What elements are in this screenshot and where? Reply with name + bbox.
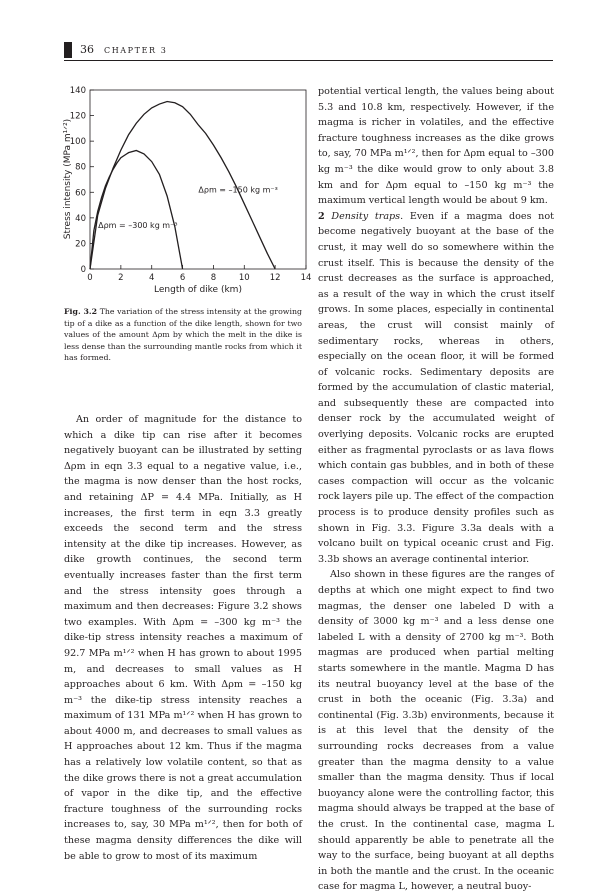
y-tick-label: 100 (69, 137, 86, 148)
y-tick-label: 120 (69, 111, 86, 122)
label-150: Δρm = –150 kg m⁻³ (198, 185, 278, 195)
plot-frame (90, 90, 306, 269)
x-axis-label: Length of dike (km) (154, 285, 242, 295)
page-number: 36 (80, 43, 94, 56)
x-tick-label: 14 (300, 273, 312, 283)
figure-caption (64, 306, 302, 364)
y-tick-label: 40 (75, 213, 86, 224)
y-tick-label: 0 (80, 265, 86, 275)
x-tick-label: 8 (210, 273, 217, 283)
x-tick-label: 6 (179, 273, 186, 283)
left-column (64, 412, 302, 864)
y-tick-label: 80 (75, 162, 86, 173)
curve-300 (90, 150, 183, 269)
x-tick-label: 12 (269, 273, 281, 283)
header-rule (64, 60, 553, 61)
x-tick-label: 0 (87, 273, 93, 283)
stress-intensity-chart (55, 78, 315, 303)
y-axis-label: Stress intensity (MPa m¹ᐟ²) (63, 118, 73, 240)
right-paragraph-2 (318, 209, 554, 568)
y-tick-label: 60 (75, 188, 86, 199)
list-number: 2 (318, 210, 325, 222)
y-tick-label: 20 (75, 239, 86, 250)
y-tick-label: 140 (69, 86, 86, 96)
right-paragraph-1: potential vertical length, the values being about 5.3 and 10.8 km, respectively. However, if the magma is richer in volatiles, and the effective fracture toughness increases as the dike grows to, say, 70 MPa m¹ᐟ², then for Δρm equal to –300 kg m⁻³ the dike would grow to only about 3.8 km and for Δρm equal to –150 kg m⁻³ the maximum vertical length would be about 9 km. (318, 86, 554, 207)
caption-text: The variation of the stress intensity at the growing tip of a dike as a function of the dike length, shown for two values of the amount Δρm by which the melt in the dike is less dense than the surrounding mantle rocks from which it has formed. (64, 307, 302, 363)
chapter-title: CHAPTER 3 (104, 46, 168, 55)
x-tick-label: 10 (238, 273, 250, 283)
paragraph-body: Even if a magma does not become negatively buoyant at the base of the crust, it may well do so somewhere within the crust itself. This is because the density of the crust decreases as the surface is approached, as a result of the way in which the crust itself grows. In some places, especially in continental areas, the crust will consist mainly of sedimentary rocks, whereas in others, especially on the ocean floor, it will be formed of volcanic rocks. Sedimentary deposits are formed by the accumulation of clastic material, and subsequently these are compacted into denser rock by the accumulated weight of overlying deposits. Volcanic rocks are erupted either as fragmental pyroclasts or as lava flows which contain gas bubbles, and in both of these cases compaction will occur as the volcanic rock layers pile up. The effect of the compaction process is to produce density profiles such as shown in Fig. 3.3. Figure 3.3a deals with a volcano built on typical oceanic crust and Fig. 3.3b shows an average continental interior. (318, 210, 554, 565)
paragraph-title: Density traps. (331, 210, 404, 222)
header-marker (64, 42, 72, 58)
right-paragraph-3: Also shown in these figures are the ranges of depths at which one might expect to find two magmas, the denser one labeled D with a density of 3000 kg m⁻³ and a less dense one labeled L with a density of 2700 kg m⁻³. Both magmas are produced when partial melting starts somewhere in the mantle. Magma D has its neutral buoyancy level at the base of the crust in both the oceanic (Fig. 3.3a) and continental (Fig. 3.3b) environments, because it is at this level that the density of the surrounding rocks decreases from a value greater than the magma density to a value smaller than the magma density. Thus if local buoyancy alone were the controlling factor, this magma should always be trapped at the base of the crust. In the continental case, magma L should apparently be able to penetrate all the way to the surface, being buoyant at all depths in both the mantle and the crust. In the oceanic case for magma L, however, a neutral buoy- (318, 569, 554, 893)
x-tick-label: 2 (118, 273, 124, 283)
label-300: Δρm = –300 kg m⁻³ (98, 221, 178, 231)
left-paragraph: An order of magnitude for the distance to which a dike tip can rise after it becomes negatively buoyant can be illustrated by setting Δρm in eqn 3.3 equal to a negative value, i.e., the magma is now denser than the host rocks, and retaining ΔP = 4.4 MPa. Initially, as H increases, the first term in eqn 3.3 greatly exceeds the second term and the stress intensity at the dike tip increases. However, as dike growth continues, the second term eventually increases faster than the first term and the stress intensity goes through a maximum and then decreases: Figure 3.2 shows two examples. With Δρm = –300 kg m⁻³ the dike-tip stress intensity reaches a maximum of 92.7 MPa m¹ᐟ² when H has grown to about 1995 m, and decreases to small values as H approaches about 6 km. With Δρm = –150 kg m⁻³ the dike-tip stress intensity reaches a maximum of 131 MPa m¹ᐟ² when H has grown to about 4000 m, and decreases to small values as H approaches about 12 km. Thus if the magma has a relatively low volatile content, so that as the dike grows there is not a great accumulation of vapor in the dike tip, and the effective fracture toughness of the surrounding rocks increases to, say, 30 MPa m¹ᐟ², then for both of these magma density differences the dike will be able to grow to most of its maximum (64, 414, 302, 862)
x-tick-label: 4 (149, 273, 155, 283)
right-column (318, 84, 554, 895)
figure-label: Fig. 3.2 (64, 307, 98, 316)
